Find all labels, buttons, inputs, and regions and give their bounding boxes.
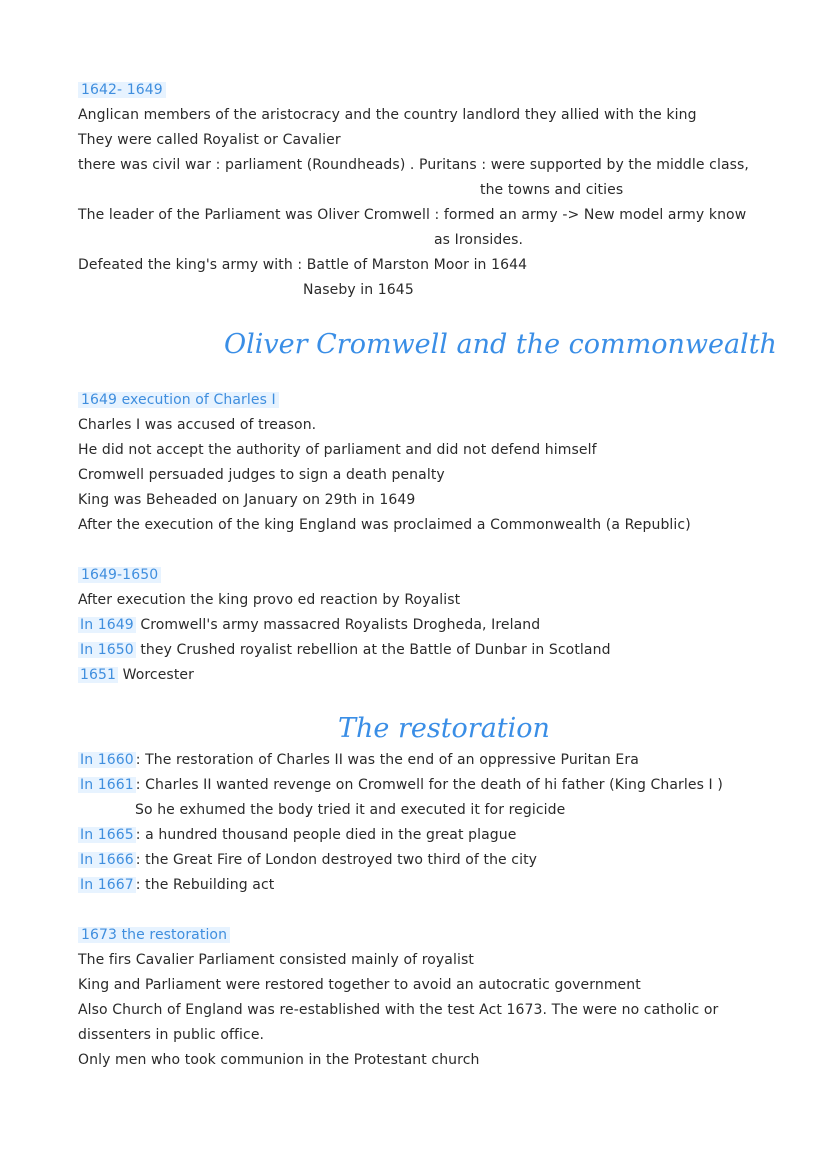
- text-line: Anglican members of the aristocracy and the country landlord they allied with the king: [78, 107, 697, 123]
- list-item: In 1667 : the Rebuilding act: [80, 877, 275, 893]
- list-item: In 1660 : The restoration of Charles II was the end of an oppressive Puritan Era: [80, 752, 639, 768]
- text-line: Charles I was accused of treason.: [78, 417, 317, 433]
- text-line: He did not accept the authority of parliament and did not defend himself: [78, 442, 597, 458]
- text-line: After execution the king provo ed reaction by Royalist: [78, 592, 461, 608]
- section-heading-1673: 1673 the restoration: [78, 925, 230, 945]
- list-item: In 1649 Cromwell's army massacred Royalists Drogheda, Ireland: [80, 617, 541, 633]
- text-line: Also Church of England was re-established with the test Act 1673. The were no catholic or: [78, 1002, 719, 1018]
- section-heading-1649-1650: 1649-1650: [78, 565, 161, 585]
- text-line: Defeated the king's army with : Battle of Marston Moor in 1644: [78, 257, 528, 273]
- text-line: there was civil war : parliament (Roundheads) . Puritans : were supported by the middle class,: [78, 157, 749, 173]
- section-heading-execution: 1649 execution of Charles I: [78, 390, 279, 410]
- list-item: 1651 Worcester: [80, 667, 194, 683]
- list-item: In 1666 : the Great Fire of London destroyed two third of the city: [80, 852, 538, 868]
- text-line: They were called Royalist or Cavalier: [78, 132, 341, 148]
- list-item: In 1661 : Charles II wanted revenge on Cromwell for the death of hi father (King Charles I ): [80, 777, 723, 793]
- text-line: The leader of the Parliament was Oliver Cromwell : formed an army -> New model army know: [78, 207, 747, 223]
- text-line: King was Beheaded on January on 29th in 1649: [78, 492, 416, 508]
- text-line: Only men who took communion in the Protestant church: [78, 1052, 480, 1068]
- text-line: Naseby in 1645: [303, 282, 414, 298]
- list-item: In 1650 they Crushed royalist rebellion at the Battle of Dunbar in Scotland: [80, 642, 611, 658]
- text-line: The firs Cavalier Parliament consisted mainly of royalist: [78, 952, 474, 968]
- text-line: Cromwell persuaded judges to sign a death penalty: [78, 467, 445, 483]
- text-line: King and Parliament were restored together to avoid an autocratic government: [78, 977, 641, 993]
- text-line: dissenters in public office.: [78, 1027, 265, 1043]
- text-line: as Ironsides.: [434, 232, 524, 248]
- title-restoration: The restoration: [338, 713, 550, 744]
- text-line: So he exhumed the body tried it and executed it for regicide: [135, 802, 566, 818]
- text-line: After the execution of the king England was proclaimed a Commonwealth (a Republic): [78, 517, 691, 533]
- text-line: the towns and cities: [480, 182, 624, 198]
- section-heading-1642-1649: 1642- 1649: [78, 80, 166, 100]
- title-cromwell-commonwealth: Oliver Cromwell and the commonwealth: [224, 329, 777, 360]
- list-item: In 1665 : a hundred thousand people died in the great plague: [80, 827, 517, 843]
